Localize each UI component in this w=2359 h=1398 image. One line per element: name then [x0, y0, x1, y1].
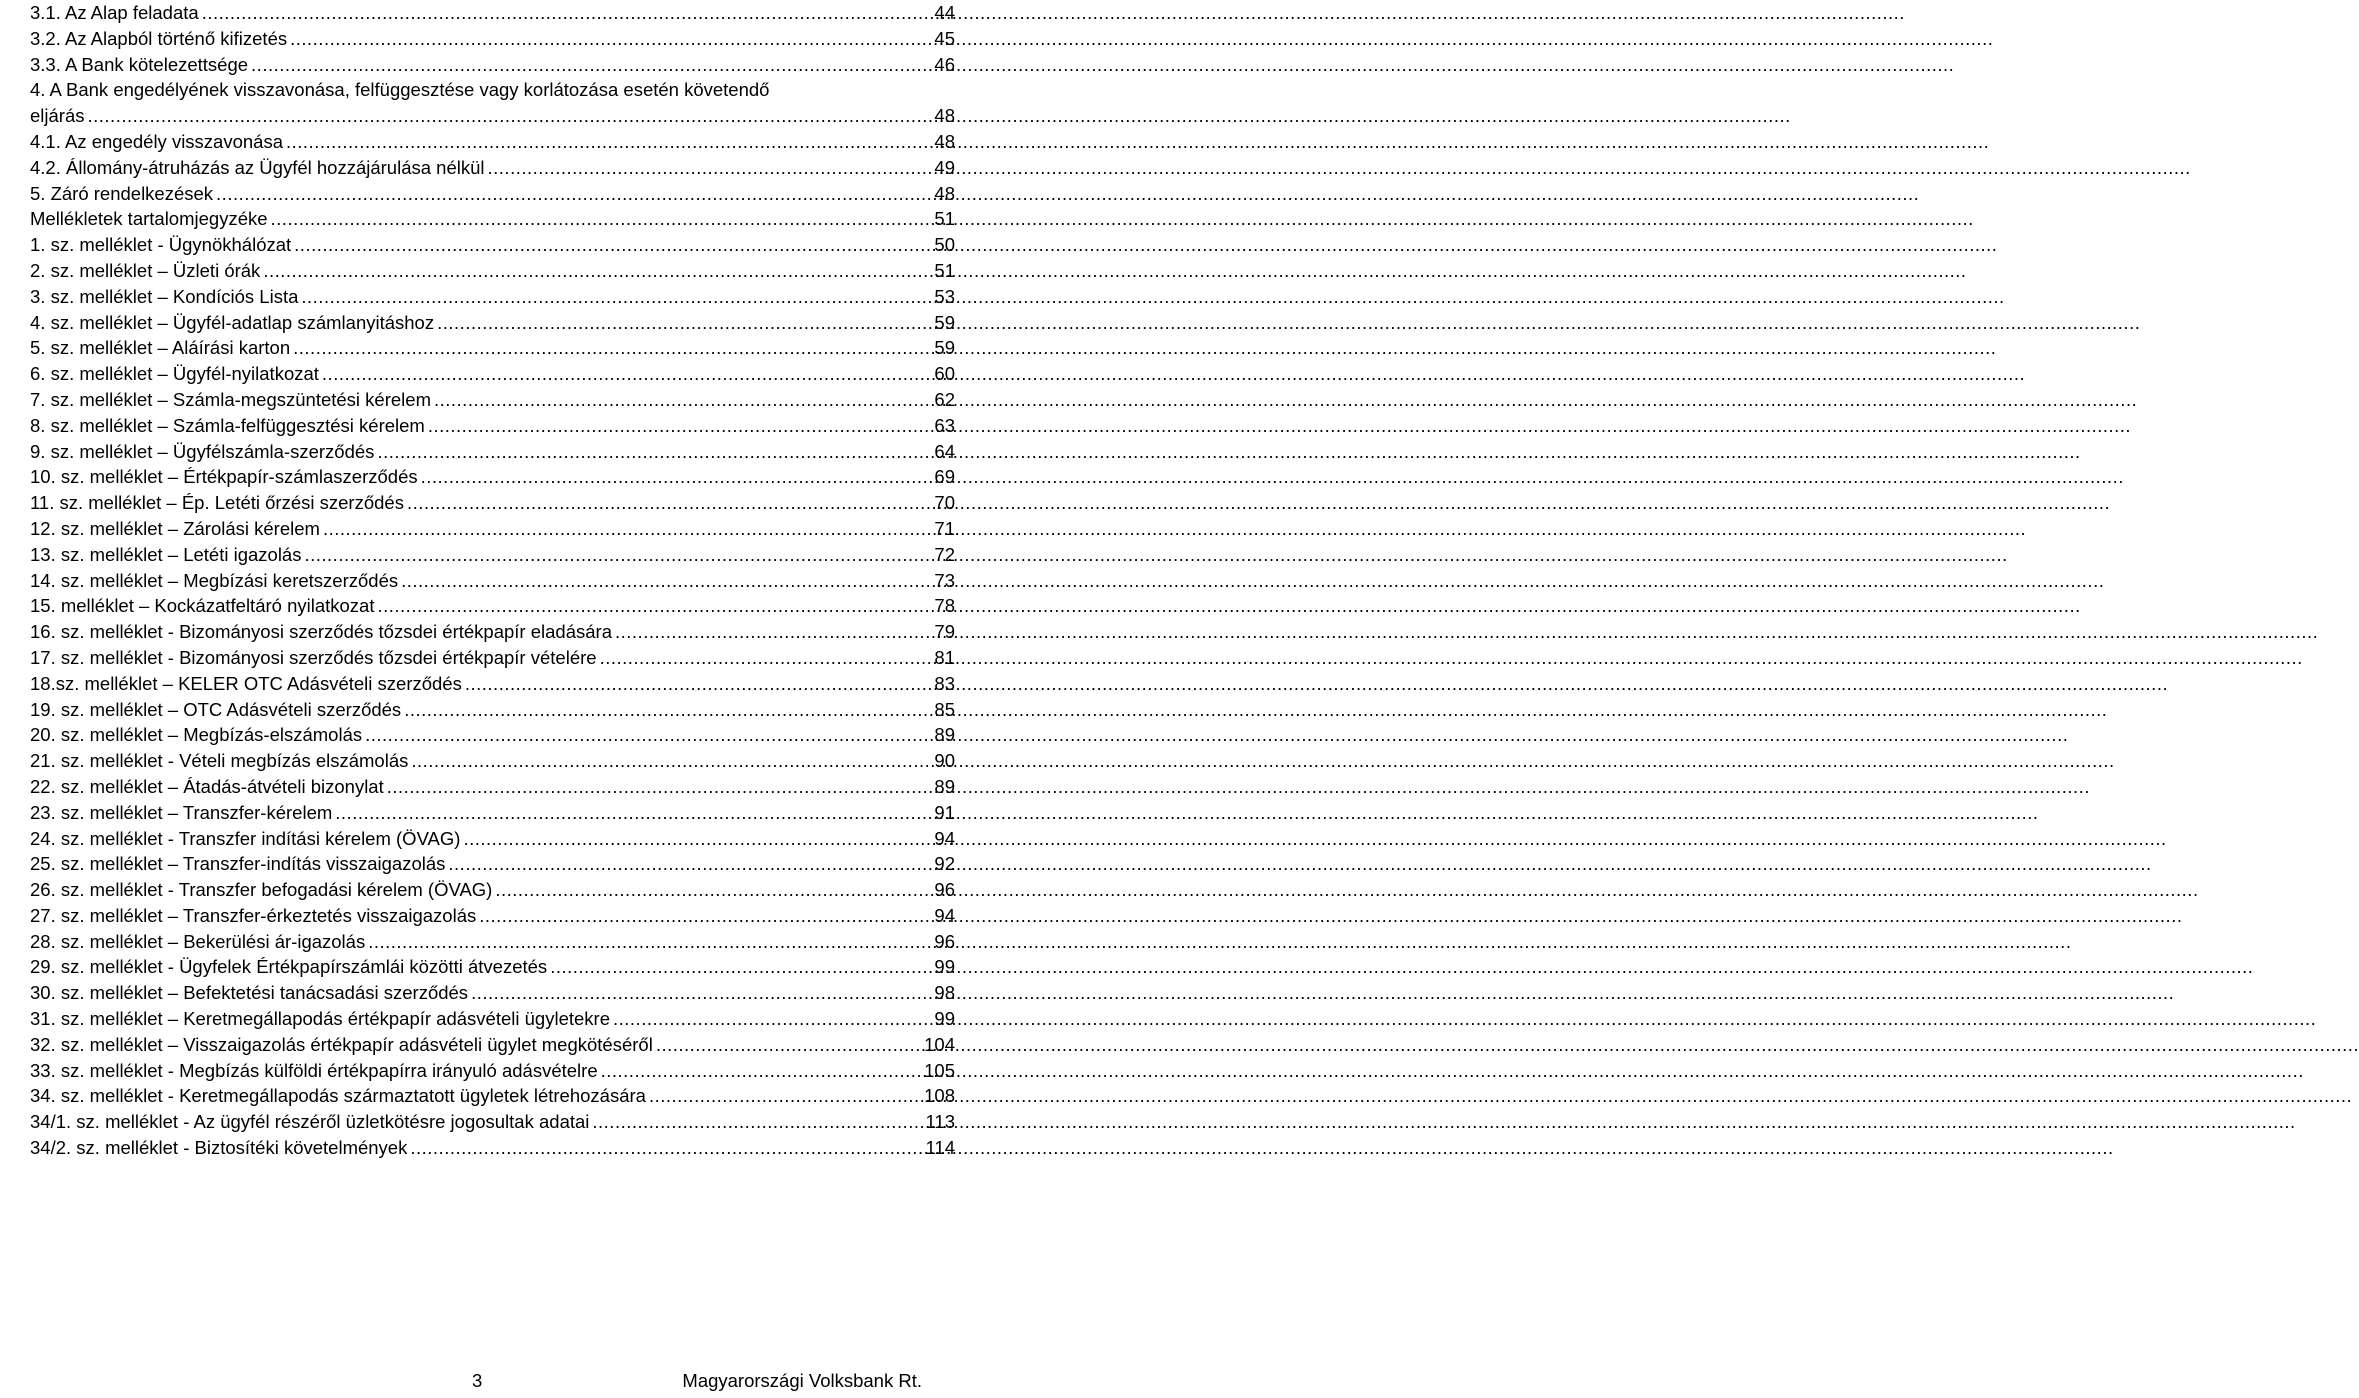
toc-entry[interactable] [30, 697, 955, 723]
toc-entry-title: 18.sz. melléklet – KELER OTC Adásvételi szerződés [30, 672, 462, 694]
toc-entry-title: 3. sz. melléklet – Kondíciós Lista [30, 285, 299, 307]
toc-entry-title: 34/2. sz. melléklet - Biztosítéki követelmények [30, 1137, 408, 1159]
toc-dot-leader [592, 1109, 922, 1135]
toc-entry-title: 5. sz. melléklet – Aláírási karton [30, 337, 291, 359]
toc-dot-leader [290, 26, 931, 52]
toc-dot-leader [465, 671, 932, 697]
toc-entry-page: 44 [934, 2, 955, 23]
toc-dot-leader [335, 800, 931, 826]
toc-entry[interactable] [30, 645, 955, 671]
toc-entry-title: 22. sz. melléklet – Átadás-átvételi bizonylat [30, 775, 384, 797]
toc-entry-page: 72 [934, 543, 955, 565]
toc-dot-leader [471, 980, 931, 1006]
toc-dot-leader [286, 129, 931, 155]
toc-dot-leader [323, 516, 931, 542]
toc-entry-page: 99 [934, 956, 955, 978]
toc-entry-title: 3.2. Az Alapból történő kifizetés [30, 27, 288, 49]
toc-entry-page: 90 [934, 750, 955, 772]
toc-entry-page: 62 [934, 388, 955, 410]
toc-entry-page: 50 [934, 234, 955, 256]
toc-entry-page: 96 [934, 930, 955, 952]
toc-dot-leader [411, 748, 931, 774]
toc-entry-page: 108 [924, 1085, 955, 1107]
toc-entry[interactable] [30, 0, 955, 26]
toc-entry-page: 98 [934, 982, 955, 1004]
toc-entry[interactable] [30, 568, 955, 594]
toc-entry[interactable] [30, 490, 955, 516]
toc-dot-leader [600, 645, 932, 671]
toc-dot-leader [437, 310, 931, 336]
toc-entry[interactable] [30, 593, 955, 619]
toc-entry-title: 34/1. sz. melléklet - Az ügyfél részéről üzletkötésre jogosultak adatai [30, 1111, 590, 1133]
toc-entry-page: 51 [934, 259, 955, 281]
toc-entry-page: 79 [934, 621, 955, 643]
toc-dot-leader [322, 361, 932, 387]
toc-dot-leader [495, 877, 931, 903]
toc-dot-leader [294, 232, 931, 258]
toc-entry-title: 26. sz. melléklet - Transzfer befogadási kérelem (ÖVAG) [30, 879, 493, 901]
toc-entry-page: 60 [934, 363, 955, 385]
toc-entry-page: 46 [934, 53, 955, 75]
toc-entry[interactable] [30, 722, 955, 748]
toc-entry-title: 25. sz. melléklet – Transzfer-indítás visszaigazolás [30, 853, 446, 875]
toc-dot-leader [251, 52, 931, 78]
page-number: 3 [472, 1370, 483, 1391]
toc-entry-page: 69 [934, 466, 955, 488]
toc-entry-title: 24. sz. melléklet - Transzfer indítási kérelem (ÖVAG) [30, 827, 461, 849]
toc-entry-title: 4. A Bank engedélyének visszavonása, felfüggesztése vagy korlátozása esetén követendő [30, 79, 770, 101]
toc-entry-page: 78 [934, 595, 955, 617]
toc-entry[interactable] [30, 1135, 955, 1161]
toc-dot-leader [293, 335, 931, 361]
toc-entry-page: 96 [934, 879, 955, 901]
toc-entry-page: 59 [934, 311, 955, 333]
toc-entry-title: 30. sz. melléklet – Befektetési tanácsadási szerződés [30, 982, 469, 1004]
toc-entry[interactable] [30, 284, 955, 310]
toc-entry[interactable] [30, 26, 955, 52]
toc-entry[interactable] [30, 800, 955, 826]
toc-entry-title: 9. sz. melléklet – Ügyfélszámla-szerződés [30, 440, 375, 462]
toc-entry[interactable] [30, 77, 955, 103]
toc-entry[interactable] [30, 439, 955, 465]
toc-entry-title: 29. sz. melléklet - Ügyfelek Értékpapírszámlái közötti átvezetés [30, 956, 548, 978]
toc-entry[interactable] [30, 619, 955, 645]
toc-entry-page: 83 [934, 672, 955, 694]
toc-entry[interactable] [30, 851, 955, 877]
toc-entry[interactable] [30, 954, 955, 980]
toc-dot-leader [463, 826, 931, 852]
toc-entry-title: 14. sz. melléklet – Megbízási keretszerződés [30, 569, 399, 591]
toc-dot-leader [550, 954, 931, 980]
toc-entry[interactable] [30, 826, 955, 852]
toc-entry-title: 2. sz. melléklet – Üzleti órák [30, 259, 261, 281]
page-footer [0, 1370, 960, 1398]
toc-entry-page: 91 [934, 801, 955, 823]
toc-entry-title: 4.2. Állomány-átruházás az Ügyfél hozzájárulása nélkül [30, 156, 485, 178]
toc-entry[interactable] [30, 671, 955, 697]
toc-dot-leader [301, 284, 931, 310]
toc-dot-leader [448, 851, 931, 877]
toc-entry-page: 71 [934, 517, 955, 539]
toc-entry-page: 59 [934, 337, 955, 359]
company-name: Magyarországi Volksbank Rt. [682, 1370, 922, 1391]
toc-entry-title: 15. melléklet – Kockázatfeltáró nyilatkozat [30, 595, 375, 617]
toc-entry-page: 94 [934, 904, 955, 926]
toc-dot-leader [434, 387, 931, 413]
toc-entry[interactable] [30, 1058, 955, 1084]
toc-entry[interactable] [30, 181, 955, 207]
toc-entry[interactable] [30, 516, 955, 542]
toc-entry-title: 31. sz. melléklet – Keretmegállapodás értékpapír adásvételi ügyletekre [30, 1008, 610, 1030]
toc-dot-leader [377, 439, 931, 465]
toc-dot-leader [421, 464, 932, 490]
toc-entry[interactable] [30, 413, 955, 439]
toc-dot-leader [368, 929, 931, 955]
toc-entry[interactable] [30, 929, 955, 955]
toc-entry[interactable] [30, 52, 955, 78]
toc-entry-page: 49 [934, 156, 955, 178]
toc-entry[interactable] [30, 310, 955, 336]
toc-dot-leader [404, 697, 931, 723]
toc-entry-title: 34. sz. melléklet - Keretmegállapodás származtatott ügyletek létrehozására [30, 1085, 646, 1107]
toc-entry[interactable] [30, 155, 955, 181]
toc-entry-title: 20. sz. melléklet – Megbízás-elszámolás [30, 724, 363, 746]
toc-entry-page: 113 [925, 1111, 955, 1133]
toc-entry[interactable] [30, 542, 955, 568]
toc-entry-title: 7. sz. melléklet – Számla-megszüntetési kérelem [30, 388, 431, 410]
toc-entry[interactable] [30, 1083, 955, 1109]
toc-entry-title: 1. sz. melléklet - Ügynökhálózat [30, 234, 292, 256]
toc-dot-leader [401, 568, 931, 594]
toc-entry-page: 92 [934, 853, 955, 875]
toc-entry[interactable] [30, 774, 955, 800]
toc-dot-leader [479, 903, 931, 929]
toc-entry[interactable] [30, 129, 955, 155]
toc-entry-page: 70 [934, 492, 955, 514]
toc-entry-page: 85 [934, 698, 955, 720]
toc-entry[interactable] [30, 464, 955, 490]
toc-entry-title: 10. sz. melléklet – Értékpapír-számlaszerződés [30, 466, 418, 488]
toc-dot-leader [202, 0, 932, 26]
toc-entry-title: 5. Záró rendelkezések [30, 182, 214, 204]
toc-entry-title: 11. sz. melléklet – Ép. Letéti őrzési szerződés [30, 492, 404, 514]
toc-dot-leader [615, 619, 931, 645]
toc-entry-title: 4.1. Az engedély visszavonása [30, 130, 283, 152]
toc-dot-leader [304, 542, 931, 568]
toc-dot-leader [216, 181, 931, 207]
toc-dot-leader [410, 1135, 922, 1161]
toc-entry[interactable] [30, 232, 955, 258]
toc-dot-leader [271, 206, 932, 232]
toc-entry-title: 28. sz. melléklet – Bekerülési ár-igazolás [30, 930, 366, 952]
toc-entry-title: eljárás [30, 105, 85, 127]
toc-dot-leader [601, 1058, 922, 1084]
toc-entry[interactable] [30, 258, 955, 284]
toc-dot-leader [649, 1083, 921, 1109]
toc-dot-leader [263, 258, 931, 284]
toc-entry[interactable] [30, 387, 955, 413]
toc-entry-title: 3.1. Az Alap feladata [30, 2, 199, 23]
toc-entry-page: 99 [934, 1008, 955, 1030]
table-of-contents [30, 0, 955, 1161]
toc-entry-title: 32. sz. melléklet – Visszaigazolás értékpapír adásvételi ügylet megkötéséről [30, 1033, 653, 1055]
toc-dot-leader [365, 722, 931, 748]
toc-entry-title: Mellékletek tartalomjegyzéke [30, 208, 268, 230]
toc-entry-title: 12. sz. melléklet – Zárolási kérelem [30, 517, 320, 539]
toc-dot-leader [387, 774, 932, 800]
toc-entry-title: 27. sz. melléklet – Transzfer-érkeztetés visszaigazolás [30, 904, 477, 926]
toc-entry-page: 45 [934, 27, 955, 49]
toc-entry[interactable] [30, 206, 955, 232]
toc-entry-page: 105 [924, 1059, 955, 1081]
toc-entry-title: 6. sz. melléklet – Ügyfél-nyilatkozat [30, 363, 319, 385]
toc-dot-leader [656, 1032, 921, 1058]
toc-entry-title: 19. sz. melléklet – OTC Adásvételi szerződés [30, 698, 402, 720]
toc-entry-page: 94 [934, 827, 955, 849]
toc-entry-page: 89 [934, 775, 955, 797]
toc-entry[interactable] [30, 361, 955, 387]
toc-entry-page: 81 [934, 646, 955, 668]
toc-entry[interactable] [30, 103, 955, 129]
toc-entry-title: 13. sz. melléklet – Letéti igazolás [30, 543, 302, 565]
toc-dot-leader [407, 490, 931, 516]
toc-dot-leader [488, 155, 932, 181]
toc-entry[interactable] [30, 1006, 955, 1032]
toc-entry-page: 48 [934, 130, 955, 152]
toc-entry[interactable] [30, 1032, 955, 1058]
toc-entry-page: 48 [934, 182, 955, 204]
toc-entry-page: 114 [925, 1137, 955, 1159]
toc-entry-page: 73 [934, 569, 955, 591]
toc-entry-page: 63 [934, 414, 955, 436]
toc-entry[interactable] [30, 748, 955, 774]
toc-dot-leader [88, 103, 932, 129]
toc-entry-title: 4. sz. melléklet – Ügyfél-adatlap számlanyitáshoz [30, 311, 435, 333]
toc-entry[interactable] [30, 903, 955, 929]
toc-entry[interactable] [30, 980, 955, 1006]
toc-entry-title: 8. sz. melléklet – Számla-felfüggesztési kérelem [30, 414, 425, 436]
toc-dot-leader [377, 593, 931, 619]
toc-dot-leader [613, 1006, 931, 1032]
toc-entry[interactable] [30, 335, 955, 361]
toc-entry-page: 64 [934, 440, 955, 462]
toc-entry-title: 21. sz. melléklet - Vételi megbízás elszámolás [30, 750, 409, 772]
toc-entry[interactable] [30, 1109, 955, 1135]
toc-entry[interactable] [30, 877, 955, 903]
toc-entry-page: 104 [924, 1033, 955, 1055]
toc-entry-page: 48 [934, 105, 955, 127]
toc-entry-title: 23. sz. melléklet – Transzfer-kérelem [30, 801, 333, 823]
toc-entry-title: 33. sz. melléklet - Megbízás külföldi értékpapírra irányuló adásvételre [30, 1059, 598, 1081]
toc-entry-page: 51 [934, 208, 955, 230]
toc-entry-page: 53 [934, 285, 955, 307]
toc-dot-leader [428, 413, 932, 439]
toc-entry-title: 16. sz. melléklet - Bizományosi szerződés tőzsdei értékpapír eladására [30, 621, 612, 643]
toc-entry-page: 89 [934, 724, 955, 746]
toc-entry-title: 17. sz. melléklet - Bizományosi szerződés tőzsdei értékpapír vételére [30, 646, 597, 668]
toc-entry-title: 3.3. A Bank kötelezettsége [30, 53, 249, 75]
